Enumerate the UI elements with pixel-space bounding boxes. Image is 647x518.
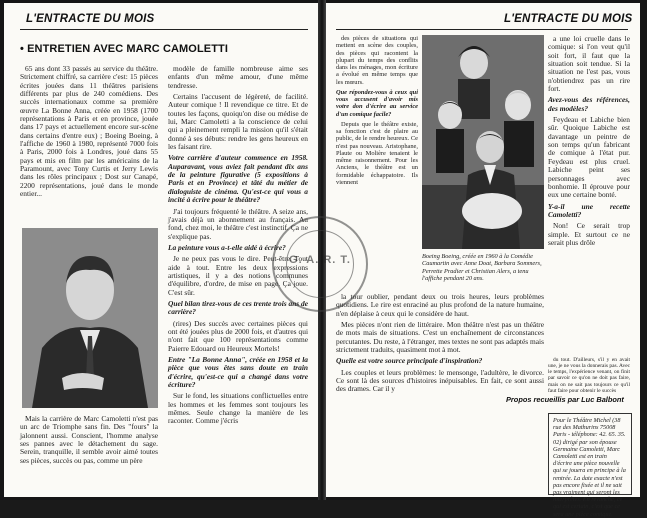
interview-question: Avez-vous des références, des modèles? xyxy=(548,95,630,113)
paragraph: la tour oublier, pendant deux ou trois heures, leurs problèmes quotidiens. Le rire est enraciné au plus profond de la nature humaine, n'en déplaise à ceux qui le considère de haut. xyxy=(336,292,544,318)
paragraph: Sur le fond, les situations conflictuelles entre les hommes et les femmes sont toujours les mêmes. Seule change la manière de les raconter. Comme j'écris xyxy=(168,391,308,426)
paragraph: des pièces de situations qui mettent en scène des couples, des pièces qui racontent la plupart du temps des conflits dans les ménages, mon écriture a évolué en même temps que les mœurs. xyxy=(336,35,418,86)
interview-question: Entre "La Bonne Anna", créée en 1958 et la pièce que vous êtes sans doute en train d'écrire, qu'est-ce qui a changé dans votre écriture? xyxy=(168,355,308,390)
article-headline: • ENTRETIEN AVEC MARC CAMOLETTI xyxy=(20,43,229,55)
paragraph: Non! Ce serait trop simple. Et surtout ce ne serait plus drôle xyxy=(548,221,630,247)
paragraph: (rires) Des succès avec certaines pièces qui ont été jouées plus de 2000 fois, et d'autres qui n'ont fait que 100 représentations comme Paierre Edouard ou Heureux Mortels! xyxy=(168,318,308,353)
left-rubric: L'ENTRACTE DU MOIS xyxy=(26,13,155,25)
paragraph: Mes pièces n'ont rien de littéraire. Mon théâtre n'est pas un théâtre de mots mais de situations. C'est un enchaînement de circonstances percutantes. Du reste, à l'étranger, mes textes ne sont pas adaptés mais strictement traduits, quasiment mot à mot. xyxy=(336,320,544,355)
camoletti-portrait xyxy=(22,228,158,408)
interview-question: Quelle est votre source principale d'inspiration? xyxy=(336,356,483,366)
author-signoff: Propos recueillis par Luc Balbont xyxy=(506,395,624,404)
interview-question: Quel bilan tirez-vous de ces trente trois ans de carrière? xyxy=(168,298,309,317)
archive-stamp xyxy=(272,216,368,312)
paragraph: Depuis que le théâtre existe, sa fonction c'est de plaire au public, de le rendre heureux. Ce n'est pas nouveau. Aristophane, Plaute ou Molière tenaient le même raisonnement. Pour les Anciens, le théâtre est un formidable échappatoire. Ils viennent xyxy=(336,120,418,186)
right-page xyxy=(326,3,640,518)
interview-question: La peinture vous a-t-elle aidé à écrire? xyxy=(168,242,286,252)
stamp-text: G. A. R. T. xyxy=(289,254,351,266)
right-rubric: L'ENTRACTE DU MOIS xyxy=(504,13,633,25)
photo-caption: Boeing Boeing, créée en 1960 à la Comédie Caumartin avec Anne Doat, Barbara Sommers, Perrette Pradier et Christian Alers, a tenu l'affiche pendant 20 ans. xyxy=(422,253,542,282)
interview-question: Que répondez-vous à ceux qui vous accusent d'avoir mis votre don d'écrire au service d'un comique facile? xyxy=(336,88,418,118)
paragraph: a une loi cruelle dans le comique: si l'on veut qu'il soit fort, il faut que la situation soit tendue. Si la situation ne l'est pas, vous n'obtiendrez pas un rire fort. xyxy=(548,34,630,94)
paragraph: Certains l'accusent de légèreté, de facilité. Auteur comique ! Il revendique ce titre. Et de toutes les façons, quoiqu'on dise ou médise de lui, Marc Camoletti a la conscience de celui qui a pleinement rempli la mission qu'il s'était donné à ses débuts: rendre les gens heureux en les faisant rire. xyxy=(168,92,308,152)
paragraph: modèle de famille nombreuse aime ses enfants d'un même amour, d'une même tendresse. xyxy=(168,64,308,90)
left-column-1b xyxy=(20,415,158,495)
theatre-info-box: Pour le Théâtre Michel (38 rue des Mathurins 75008 Paris - téléphone: 42. 65. 35. 02) dirigé par son épouse Germaine Camoletti, Marc Camoletti est en train d'écrire une pièce nouvelle qui se jouera en principe à la rentrée. La date exacte n'est pas encore fixée et il ne sait pas vraiment qui seront les interprètes. En revanche, ce qui est certain, c'est que ce sera une pièce comique. xyxy=(548,413,632,495)
right-column-2-end xyxy=(548,357,630,397)
paragraph: du tout. D'ailleurs, s'il y en avait une, je ne vous la donnerais pas. Avec le temps, l'expérience venant, on finit par savoir ce qu'on ne doit pas faire, mais on ne sait pas toujours ce qu'il faut faire pour obtenir le succès xyxy=(548,357,630,394)
left-column-1 xyxy=(20,65,158,225)
paragraph: J'ai toujours fréquenté le théâtre. A seize ans, j'avais déjà un abonnement au français. Au fond, chez moi, le théâtre c'est instinctif. Ça ne s'explique pas. xyxy=(168,206,308,241)
interview-question: Votre carrière d'auteur commence en 1958. Auparavant, vous aviez fait pendant dix ans de la peinture figurative (5 expositions à Paris et en Province) et tâté du métier de dialoguiste de cinéma. Qu'est-ce qui vous a incité à écrire pour le théâtre? xyxy=(168,153,308,205)
right-rule xyxy=(336,29,628,30)
right-column-2 xyxy=(548,35,630,353)
left-rule xyxy=(20,29,308,30)
intro-paragraph: 65 ans dont 33 passés au service du théâtre. Strictement chiffré, sa carrière c'est: 15 pièces écrites jouées dans 11 théâtres parisiens différents par plus de 240 comédiens. Des succès internationaux comme sa première œuvre La Bonne Anna, créée en 1958 (1700 représentations à Paris et en province, jouée dans 17 pays et actuellement encore sur-scène dans certains d'entre eux) ; Boeing Boeing, à l'affiche de 1960 à 1980, représenté 7000 fois à Paris, 2000 fois à Londres, joué dans 55 pays et mis en film par les américains de la Paramount, avec Tony Curtis et Jerry Lewis dans les rôles principaux ; Dost sur Canapé, 2200 représentations, joué dans le monde entier... xyxy=(20,64,158,199)
right-lower-text xyxy=(336,293,544,493)
paragraph: Je ne peux pas vous le dire. Peut-être. Tout aide à tout. Entre les deux expressions artistiques, il y a des notions communes d'équilibre, d'ordre, de mise en page. Ça joue. C'est sûr. xyxy=(168,254,308,297)
career-paragraph: Mais la carrière de Marc Camoletti n'est pas un arc de Triomphe sans fin. Des "fours" la jalonnent aussi. Conscient, l'homme analyse ses pannes avec le détachement du sage. Serein, tranquille, il semble avoir aimé toutes ses pièces, succès ou pas, comme un père xyxy=(20,414,158,465)
left-page xyxy=(4,3,318,497)
boeing-boeing-photo xyxy=(422,35,544,249)
paragraph: Les couples et leurs problèmes: le mensonge, l'adultère, le divorce. Ce sont là des sources d'histoires inépuisables. En fait, ce sont aussi des drames. Car il y xyxy=(336,367,544,394)
right-column-1 xyxy=(336,35,418,195)
paragraph: Feydeau et Labiche bien sûr. Quoique Labiche est davantage un peintre de son temps qu'un fabricant de comique à l'état pur. Feydeau est plus cruel. Labiche peint ses personnages avec bonhomie. Il éprouve pour eux une certaine bonté. xyxy=(548,115,630,200)
interview-question: Y-a-il une recette Camoletti? xyxy=(548,201,630,219)
